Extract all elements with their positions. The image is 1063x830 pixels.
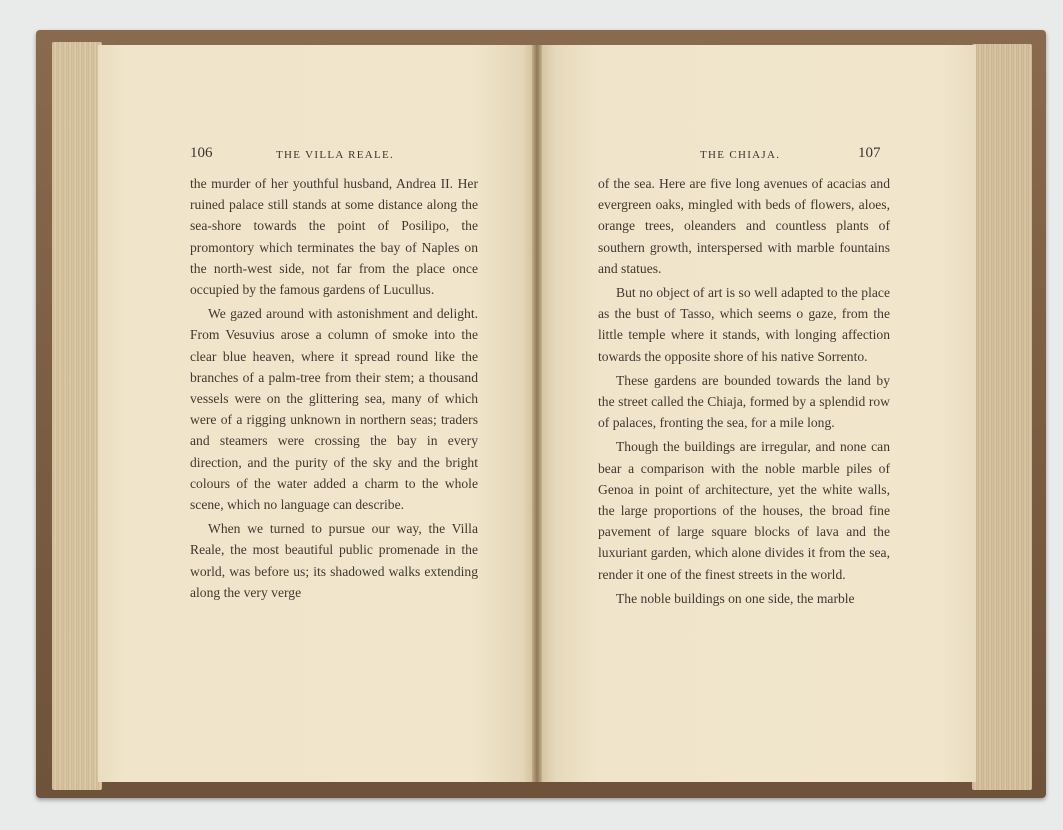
paragraph: But no object of art is so well adapted to the place as the bust of Tasso, which seems o gaze, from the little temple where it stands, with longing affection towards the opposite shore of his native Sorrento.	[598, 285, 890, 364]
paragraph: the murder of her youthful husband, Andrea II. Her ruined palace still stands at some distance along the sea-shore towards the point of Posilipo, the promontory which terminates the bay of Naples on the north-west side, not far from the place once occupied by the famous gardens of Lucullus.	[190, 176, 478, 298]
page-edges-right	[972, 44, 1032, 790]
paragraph: of the sea. Here are five long avenues of acacias and evergreen oaks, mingled with beds of flowers, aloes, orange trees, oleanders and countless plants of southern growth, interspersed with marble fountains and statues.	[598, 176, 890, 276]
page-number: 107	[858, 145, 881, 161]
right-page	[538, 45, 976, 782]
page-number: 106	[190, 145, 213, 161]
paragraph: When we turned to pursue our way, the Villa Reale, the most beautiful public promenade in the world, was before us; its shadowed walks extending along the very verge	[190, 521, 478, 600]
left-page	[98, 45, 536, 782]
running-head: THE CHIAJA.	[700, 149, 781, 161]
page-edges-left	[52, 42, 102, 790]
right-page-header	[538, 145, 976, 165]
page-body	[598, 173, 890, 609]
paragraph: The noble buildings on one side, the marble	[616, 590, 855, 606]
left-page-header	[98, 145, 536, 165]
book-gutter	[532, 45, 542, 782]
paragraph: Though the buildings are irregular, and none can bear a comparison with the noble marble piles of Genoa in point of architecture, yet the white walls, the large proportions of the houses, the broad fine pavement of large square blocks of lava and the luxuriant garden, which alone divides it from the sea, render it one of the finest streets in the world.	[598, 439, 890, 582]
page-body	[190, 173, 478, 603]
paragraph: We gazed around with astonishment and delight. From Vesuvius arose a column of smoke into the clear blue heaven, where it spread round like the branches of a palm-tree from their stem; a thousand vessels were on the glittering sea, many of which were of a rigging unknown in northern seas; traders and steamers were crossing the bay in every direction, and the purity of the sky and the bright colours of the water added a charm to the whole scene, which no language can describe.	[190, 306, 478, 513]
paragraph: These gardens are bounded towards the land by the street called the Chiaja, formed by a splendid row of palaces, fronting the sea, for a mile long.	[598, 372, 890, 431]
running-head: THE VILLA REALE.	[276, 149, 395, 161]
